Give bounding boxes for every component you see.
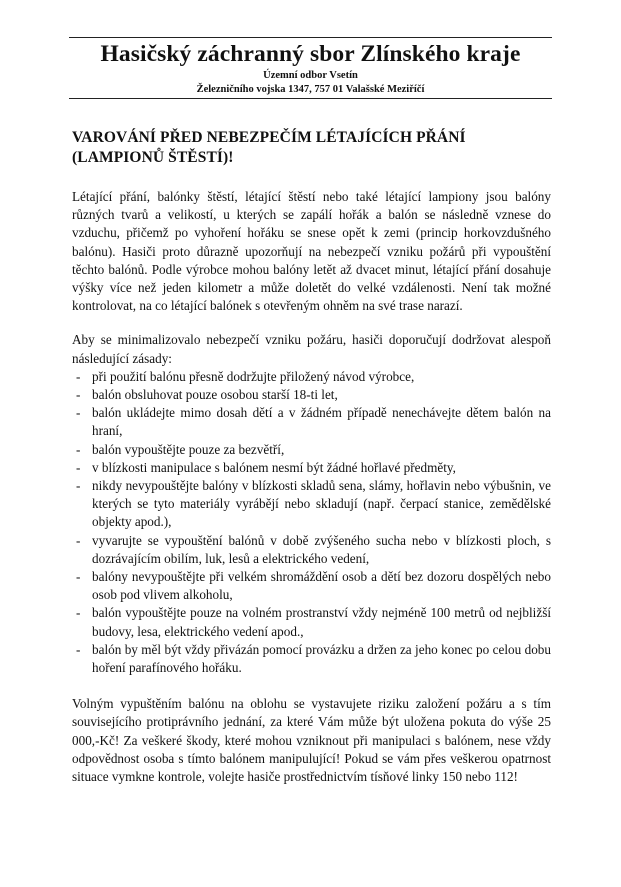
rule-item [72,404,551,440]
list-bullet: - [76,641,81,657]
list-bullet: - [76,459,81,475]
intro-paragraph: Létající přání, balónky štěstí, létající štěstí nebo také létající lampiony jsou balóny různých tvarů a velikostí, u kterých se zapálí hořák a balón se následně vznese do vzduchu, přičemž po vyhoření hořáku se snese opět k zemi (princip horkovzdušného balónu). Hasiči proto důrazně upozorňují na nebezpečí vzniku požárů při vypouštění těchto balónů. Podle výrobce mohou balóny letět až dvacet minut, létající přání dosahuje výšky více než jeden kilometr a může doletět do velké vzdálenosti. Není tak možné kontrolovat, na co létající balónek s otevřeným ohněm na své trase narazí. [72,189,551,314]
rule-text: balón vypouštějte pouze za bezvětří, [92,441,285,457]
list-bullet: - [76,405,81,421]
list-bullet: - [76,605,81,621]
closing-paragraph: Volným vypuštěním balónu na oblohu se vystavujete riziku založení požáru a s tím souvisejícího protiprávního jednání, za které Vám může být uložena pokuta do výše 25 000,-Kč! Za veškeré škody, které mohou vzniknout při manipulaci s balónem, nese vždy odpovědnost osoba s tímto balónem manipulující! Pokud se vám přes veškerou opatrnost situace vymkne kontrole, volejte hasiče prostřednictvím tísňové linky 150 nebo 112! [72,696,551,785]
title-line-1: VAROVÁNÍ PŘED NEBEZPEČÍM LÉTAJÍCÍCH PŘÁNÍ [72,129,466,146]
list-bullet: - [76,478,81,494]
letterhead [69,37,552,99]
rule-item [72,441,551,459]
rule-item [72,604,551,640]
rule-text: balóny nevypouštějte při velkém shromáždění osob a dětí bez dozoru dospělých nebo osob pod vlivem alkoholu, [92,569,551,603]
rule-text: balón by měl být vždy přivázán pomocí provázku a držen za jeho konec po celou dobu hoření parafínového hořáku. [92,641,551,676]
rule-text: vyvarujte se vypouštění balónů v době zvýšeného sucha nebo v blízkosti ploch, s dozrávajícím obilím, luk, lesů a elektrického vedení, [92,532,551,566]
rule-item [72,641,551,677]
list-bullet: - [76,532,81,548]
rule-item [72,459,551,477]
rule-item [72,532,551,568]
department-name: Územní odbor Vsetín [263,70,358,81]
title-line-2: (LAMPIONŮ ŠTĚSTÍ)! [72,149,234,166]
list-bullet: - [76,569,81,585]
rule-item [72,477,551,532]
document-title [72,128,551,168]
list-bullet: - [76,441,81,457]
rules-intro: Aby se minimalizovalo nebezpečí vzniku požáru, hasiči doporučují dodržovat alespoň následující zásady: [72,332,551,366]
rule-text: balón vypouštějte pouze na volném prostranství vždy nejméně 100 metrů od nejbližší budovy, lesa, elektrického vedení apod., [92,605,551,639]
safety-rules-list [72,368,551,677]
rule-text: balón ukládejte mimo dosah dětí a v žádném případě nenechávejte dětem balón na hraní, [92,405,551,439]
rule-text: v blízkosti manipulace s balónem nesmí být žádné hořlavé předměty, [92,459,456,475]
rule-item [72,368,551,386]
list-bullet: - [76,368,81,384]
rule-item [72,568,551,604]
rule-text: balón obsluhovat pouze osobou starší 18-ti let, [92,387,338,403]
list-bullet: - [76,387,81,403]
document-body [72,128,551,786]
organization-name: Hasičský záchranný sbor Zlínského kraje [100,41,521,67]
rule-item [72,386,551,404]
organization-address: Železničního vojska 1347, 757 01 Valašské Meziříčí [196,84,425,95]
letterhead-top-rule [69,37,552,38]
rule-text: při použití balónu přesně dodržujte přiložený návod výrobce, [92,368,415,384]
letterhead-bottom-rule [69,98,552,99]
rule-text: nikdy nevypouštějte balóny v blízkosti skladů sena, slámy, hořlavin nebo výbušnin, ve kterých se tyto materiály vyrábějí nebo skladují (např. čerpací stanice, zemědělské objekty apod.), [92,478,551,530]
